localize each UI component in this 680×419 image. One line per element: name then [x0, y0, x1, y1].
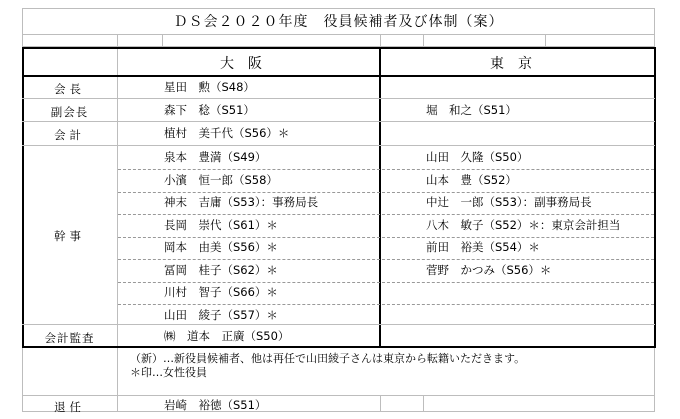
- row-separator: [22, 98, 655, 99]
- osaka-vice-chairman: 森下 稔（S51）: [164, 103, 255, 117]
- row-separator: [22, 145, 655, 146]
- osaka-kanji-4: 長岡 崇代（S61）＊: [164, 218, 278, 232]
- osaka-treasurer: 植村 美千代（S56）＊: [164, 126, 290, 140]
- dashed-separator: [118, 282, 654, 283]
- table-divider: [379, 47, 381, 348]
- row-separator: [22, 324, 655, 325]
- note-new-officer: （新）…新役員候補者、他は再任で山田綾子さんは東京から転籍いただきます。: [130, 352, 526, 365]
- header-osaka: 大阪: [220, 56, 276, 72]
- table-border-top: [22, 47, 656, 49]
- osaka-kanji-5: 岡本 由美（S56）＊: [164, 240, 278, 254]
- dashed-separator: [118, 192, 654, 193]
- osaka-kanji-8: 山田 綾子（S57）＊: [164, 308, 278, 322]
- osaka-auditor: ㈱ 道本 正廣（S50）: [164, 329, 290, 343]
- dashed-separator: [118, 237, 654, 238]
- tokyo-vice-chairman: 堀 和之（S51）: [426, 103, 517, 117]
- dashed-separator: [118, 169, 654, 170]
- column-line: [117, 35, 118, 412]
- role-chairman: 会長: [54, 82, 85, 96]
- osaka-kanji-1: 泉本 豊満（S49）: [164, 150, 267, 164]
- table-border-right: [654, 47, 656, 348]
- dashed-separator: [118, 214, 654, 215]
- tokyo-kanji-5: 前田 裕美（S54）＊: [426, 240, 540, 254]
- tokyo-kanji-1: 山田 久隆（S50）: [426, 150, 529, 164]
- tokyo-kanji-6: 菅野 かつみ（S56）＊: [426, 263, 552, 277]
- retire-row-top: [22, 395, 655, 396]
- role-auditor: 会計監査: [44, 331, 95, 345]
- osaka-kanji-3: 神末 吉庸（S53）：事務局長: [164, 195, 319, 209]
- osaka-chairman: 星田 勲（S48）: [164, 80, 255, 94]
- column-line: [162, 35, 163, 47]
- column-line: [423, 395, 424, 412]
- column-line: [380, 395, 381, 412]
- document-title: ＤＳ会２０２０年度 役員候補者及び体制（案）: [22, 8, 655, 35]
- row-separator: [22, 121, 655, 122]
- tokyo-kanji-3: 中辻 一郎（S53）：副事務局長: [426, 195, 592, 209]
- header-border-bottom: [22, 75, 656, 77]
- column-line: [380, 35, 381, 47]
- column-line: [545, 35, 546, 47]
- role-treasurer: 会計: [54, 128, 85, 142]
- header-tokyo: 東京: [490, 56, 546, 72]
- table-border-bottom: [22, 346, 656, 348]
- role-kanji: 幹事: [54, 229, 85, 243]
- note-female-officer: ＊印…女性役員: [130, 366, 207, 379]
- role-retire: 退任: [54, 400, 85, 414]
- column-line: [423, 35, 424, 47]
- dashed-separator: [118, 259, 654, 260]
- dashed-separator: [118, 304, 654, 305]
- role-vice-chairman: 副会長: [50, 105, 89, 119]
- tokyo-kanji-4: 八木 敏子（S52）＊：東京会計担当: [426, 218, 621, 232]
- osaka-kanji-2: 小濱 恒一郎（S58）: [164, 173, 278, 187]
- osaka-kanji-7: 川村 智子（S66）＊: [164, 285, 278, 299]
- osaka-retire: 岩崎 裕徳（S51）: [164, 398, 267, 412]
- tokyo-kanji-2: 山本 豊（S52）: [426, 173, 517, 187]
- osaka-kanji-6: 冨岡 桂子（S62）＊: [164, 263, 278, 277]
